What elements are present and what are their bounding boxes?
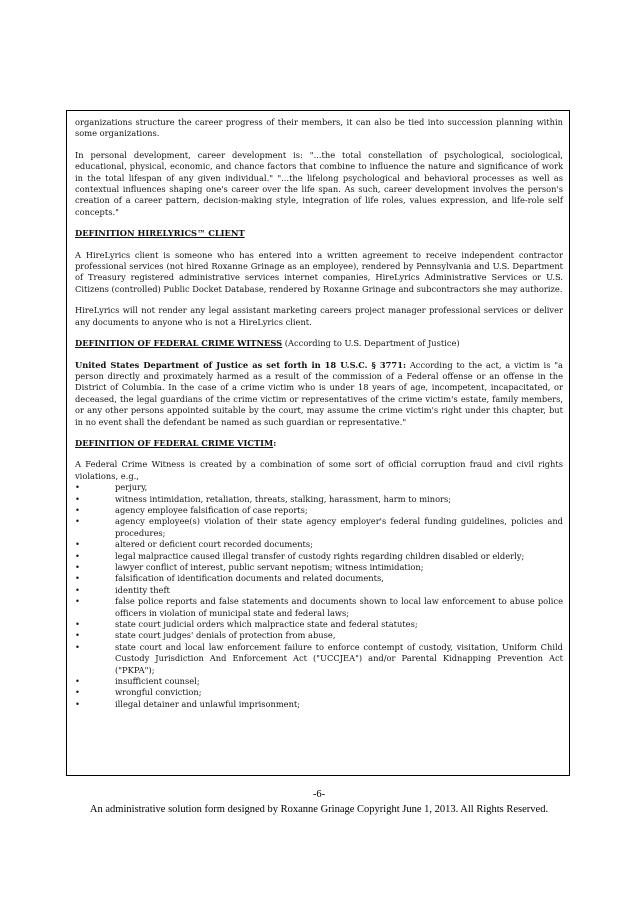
list-item-text: perjury, [115, 482, 148, 493]
doj-definition-text: According to the act, a victim is "a person directly and proximately harmed as a result of the commission of a Federal offense or an offense in the District of Columbia. In the case of a crime victim who is under 18 years of age, incompetent, incapacitated, or deceased, the legal guardians of the crime victim or representatives of the crime victim's estate, family members, or any other persons appointed suitable by the court, may assume the crime victim's right under this chapter, but in no event shall the defendant be named as such guardian or representative." [75, 359, 563, 427]
page-number: -6- [312, 789, 326, 800]
paragraph-career-development: In personal development, career development is: "...the total constellation of psychological, sociological, educational, physical, economic, and chance factors that combine to influence the nature and significance of work in the total lifespan of any given individual." "...the lifelong psychological and behavioral processes as well as contextual influences shaping one's career over the life span. As such, career development involves the person's creation of a career pattern, decision-making style, integration of life roles, values expression, and life-role self concepts." [75, 149, 563, 217]
list-item [75, 596, 563, 619]
list-item [75, 676, 563, 687]
list-item [75, 573, 563, 584]
list-item-text: altered or deficient court recorded documents; [115, 539, 313, 550]
bullet-icon: • [75, 562, 80, 572]
heading-federal-crime-victim [75, 438, 563, 449]
paragraph-hirelyrics-limits: HireLyrics will not render any legal assistant marketing careers project manager professional services or deliver any documents to anyone who is not a HireLyrics client. [75, 305, 563, 327]
list-item-text: illegal detainer and unlawful imprisonment; [115, 698, 301, 709]
list-item-text: state court judges' denials of protection from abuse, [115, 630, 336, 641]
bullet-icon: • [75, 482, 80, 493]
list-item-text: false police reports and false statements and documents shown to local law enforcement to abuse police officers in violation of municipal state and federal laws; [115, 596, 563, 618]
heading-federal-crime-victim-colon: : [273, 437, 277, 448]
list-item [75, 516, 563, 539]
bullet-icon: • [75, 550, 80, 561]
list-item [75, 494, 563, 505]
list-item [75, 551, 563, 562]
list-item-text: agency employee(s) violation of their state agency employer's federal funding guidelines, policies and procedures; [115, 516, 563, 538]
paragraph-hirelyrics-client: A HireLyrics client is someone who has entered into a written agreement to receive independent contractor professional services (not hired Roxanne Grinage as an employee), rendered by Pennsylvania and U.S. Department of Treasury registered administrative services internet companies, HireLyrics Administrative Services or U.S. Citizens (controlled) Public Docket Database, rendered by Roxanne Grinage and subcontractors she may authorize. [75, 249, 563, 294]
bullet-icon: • [75, 641, 80, 652]
bullet-icon: • [75, 573, 80, 584]
doj-statute-reference: United States Department of Justice as set forth in 18 U.S.C. § 3771: [75, 359, 407, 370]
bullet-icon: • [75, 584, 80, 595]
list-item-text: agency employee falsification of case reports; [115, 504, 308, 515]
bullet-icon: • [75, 630, 80, 641]
list-item-text: witness intimidation, retaliation, threats, stalking, harassment, harm to minors; [115, 493, 452, 504]
bullet-icon: • [75, 619, 80, 630]
list-item-text: state court and local law enforcement failure to enforce contempt of custody, visitation, Uniform Child Custody Jurisdiction And Enforcement Act ("UCCJEA") and/or Parental Kidnapping Prevention Act ("PKPA"); [115, 641, 563, 675]
heading-hirelyrics-client: DEFINITION HIRELYRICS™ CLIENT [75, 228, 245, 239]
list-item [75, 687, 563, 698]
violations-list [75, 482, 563, 710]
bullet-icon: • [75, 596, 80, 607]
bullet-icon: • [75, 493, 80, 504]
paragraph-doj-definition [75, 360, 563, 428]
heading-federal-crime-witness-title: DEFINITION OF FEDERAL CRIME WITNESS [75, 338, 283, 349]
content-frame [66, 110, 570, 776]
bullet-icon: • [75, 698, 80, 709]
list-item-text: identity theft [115, 584, 170, 595]
list-item-text: lawyer conflict of interest, public servant nepotism; witness intimidation; [115, 562, 424, 572]
list-item-text: falsification of identification documents and related documents, [115, 573, 384, 584]
bullet-icon: • [75, 516, 80, 527]
list-item [75, 699, 563, 710]
list-item [75, 585, 563, 596]
list-item [75, 642, 563, 676]
bullet-icon: • [75, 676, 80, 687]
bullet-icon: • [75, 504, 80, 515]
list-item [75, 482, 563, 493]
paragraph-succession: organizations structure the career progress of their members, it can also be tied into succession planning within some organizations. [75, 117, 563, 139]
heading-federal-crime-witness [75, 338, 563, 349]
bullet-icon: • [75, 687, 80, 698]
list-item-text: insufficient counsel; [115, 676, 200, 687]
list-item [75, 539, 563, 550]
list-item-text: state court judicial orders which malpractice state and federal statutes; [115, 619, 418, 630]
heading-federal-crime-witness-source: (According to U.S. Department of Justice) [282, 338, 460, 349]
bullet-icon: • [75, 539, 80, 550]
list-item [75, 619, 563, 630]
copyright-notice: An administrative solution form designed by Roxanne Grinage Copyright June 1, 2013. All Rights Reserved. [89, 804, 549, 815]
list-item-text: legal malpractice caused illegal transfer of custody rights regarding children disabled or elderly; [115, 550, 525, 561]
list-item [75, 630, 563, 641]
paragraph-federal-crime-witness-intro: A Federal Crime Witness is created by a combination of some sort of official corruption fraud and civil rights violations, e.g., [75, 459, 563, 481]
list-item [75, 562, 563, 573]
list-item-text: wrongful conviction; [115, 687, 202, 698]
list-item [75, 505, 563, 516]
heading-federal-crime-victim-title: DEFINITION OF FEDERAL CRIME VICTIM [75, 437, 274, 448]
